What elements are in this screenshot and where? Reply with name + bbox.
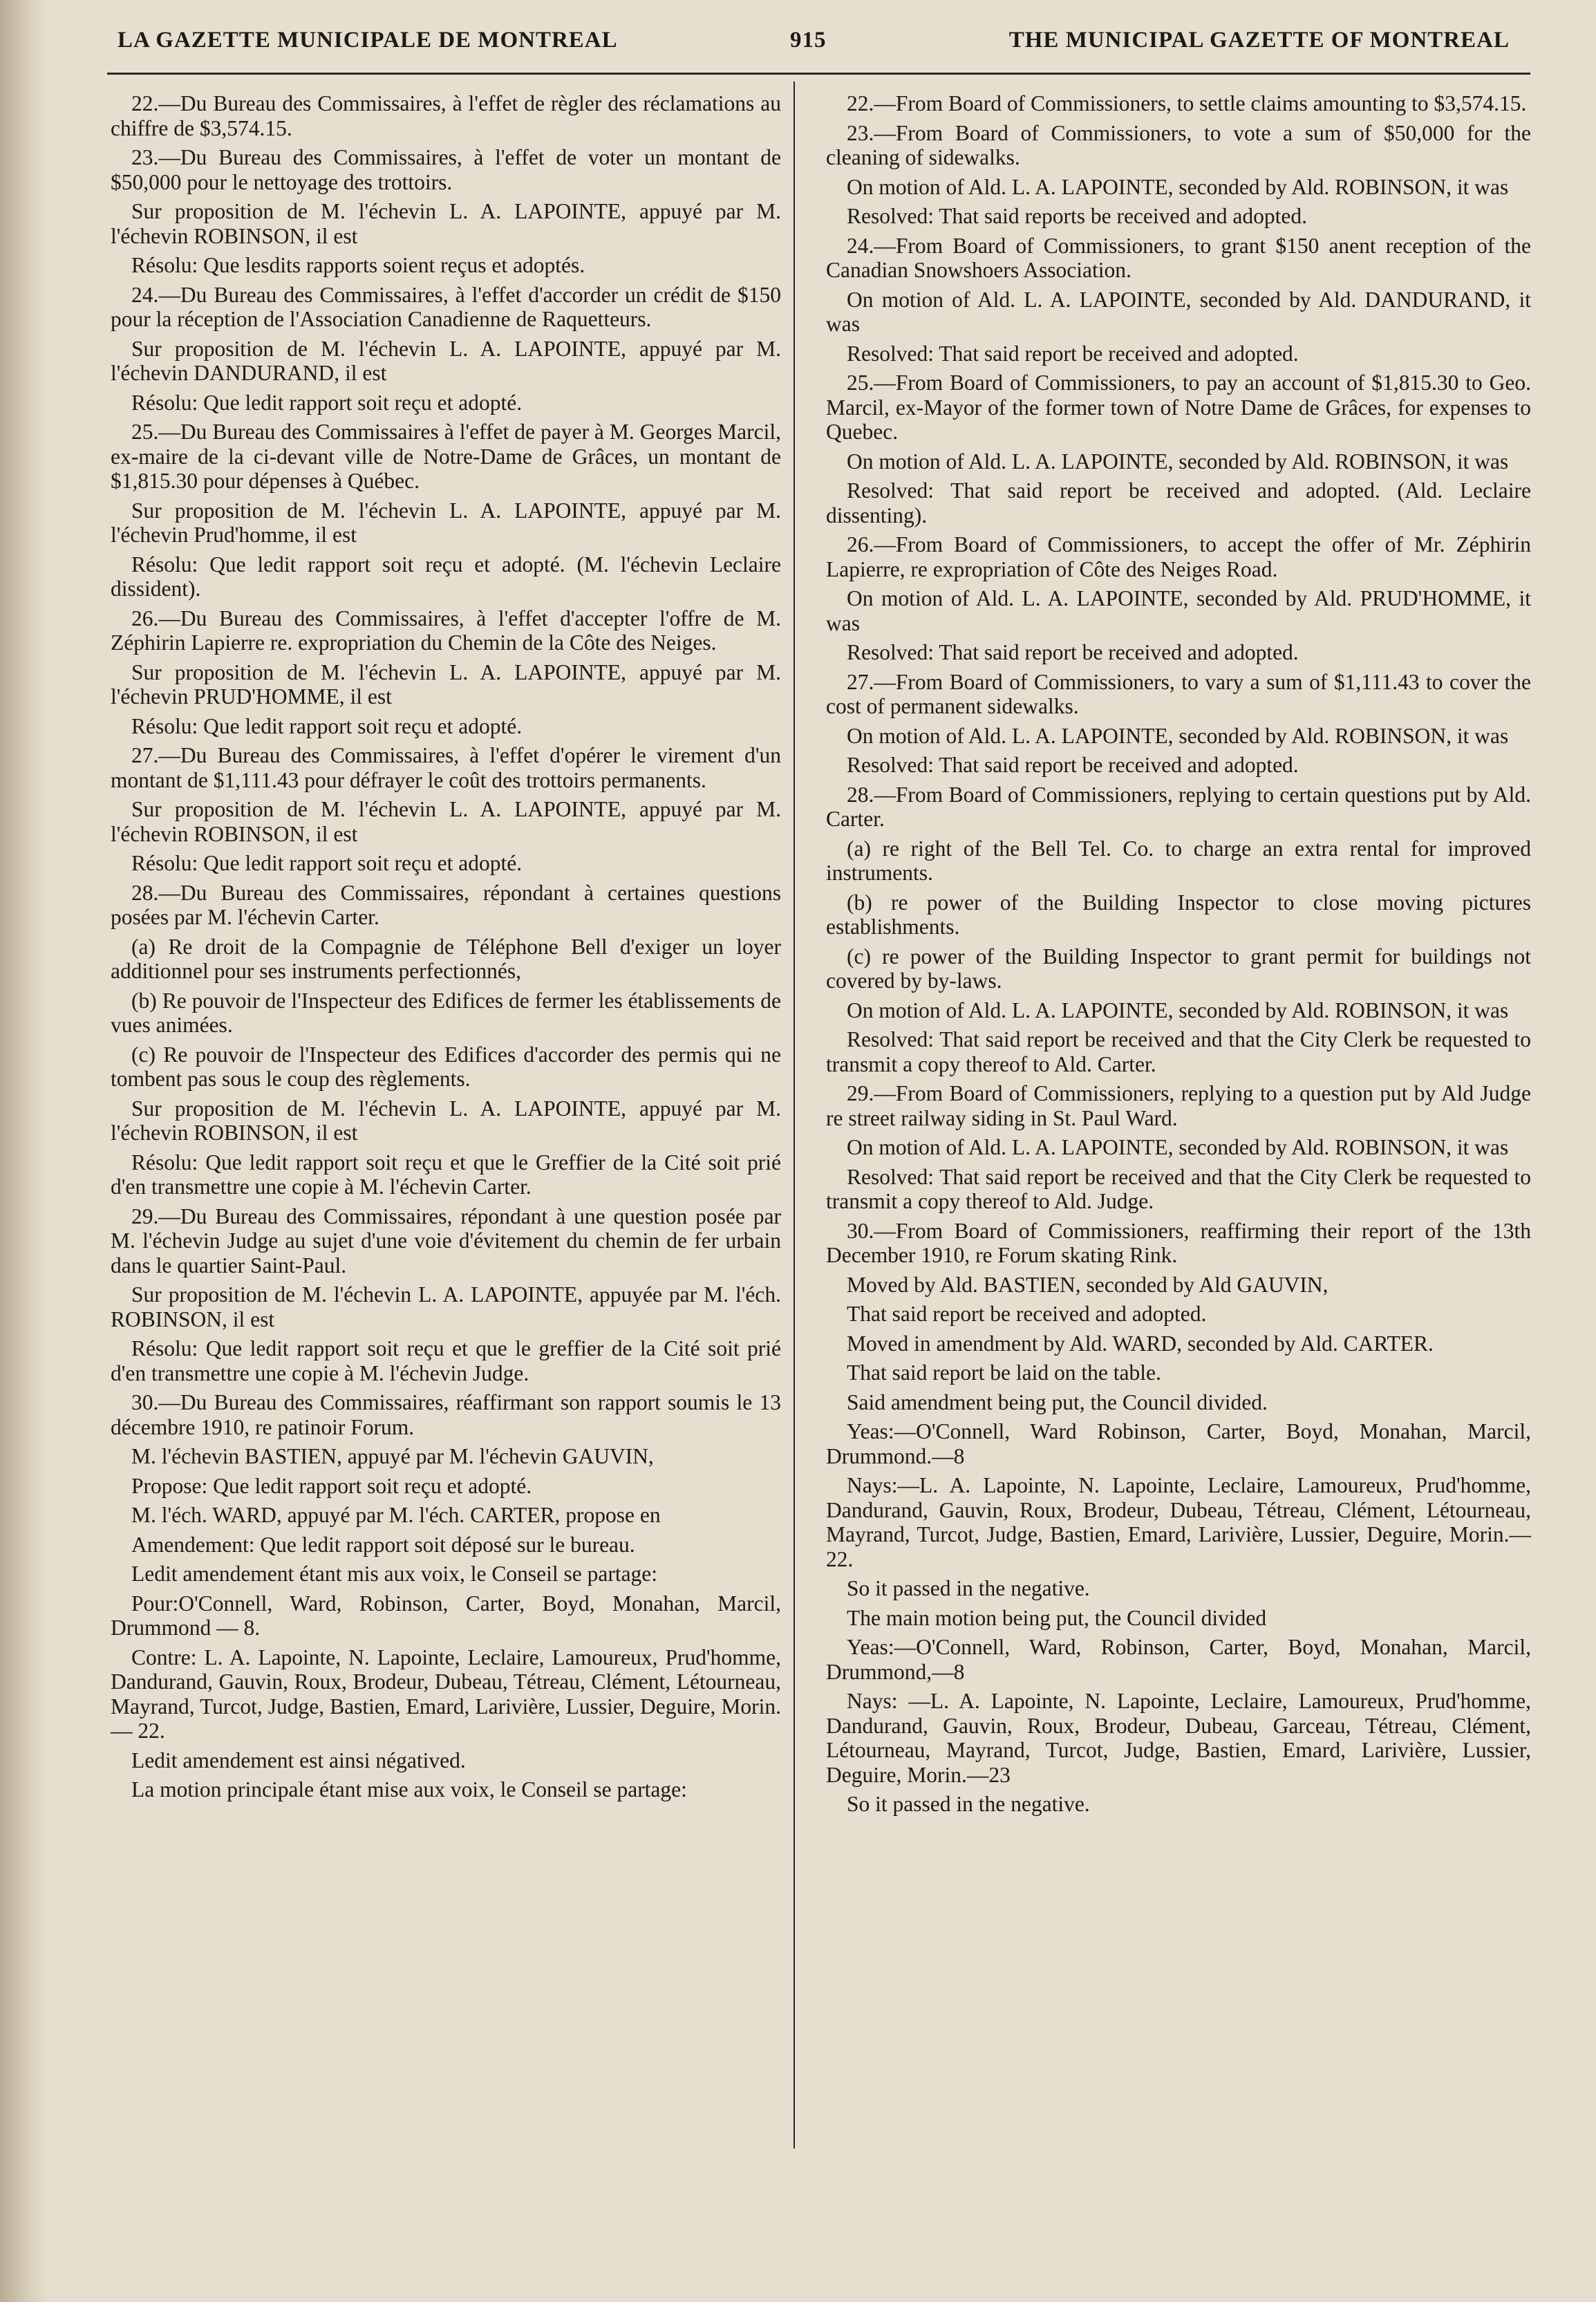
paragraph: On motion of Ald. L. A. LAPOINTE, seconded by Ald. ROBINSON, it was [847,1135,1509,1159]
paragraph: Nays:—L. A. Lapointe, N. Lapointe, Leclaire, Lamoureux, Prud'homme, Dandurand, Gauvin, Roux, Brodeur, Dubeau, Tétreau, Clément, Létourneau, Mayrand, Turcot, Judge, Bastien, Emard, Larivière, Lussier, Deguire, Morin.—22. [826,1473,1531,1571]
paragraph: Résolu: Que lesdits rapports soient reçus et adoptés. [131,253,585,277]
paragraph: (c) Re pouvoir de l'Inspecteur des Edifices d'accorder des permis qui ne tombent pas sous le coup des règlements. [111,1042,781,1091]
paragraph: Résolu: Que ledit rapport soit reçu et adopté. (M. l'échevin Leclaire dissident). [111,552,781,601]
paragraph: Sur proposition de M. l'échevin L. A. LAPOINTE, appuyé par M. l'échevin ROBINSON, il est [111,797,781,846]
paragraph: Résolu: Que ledit rapport soit reçu et adopté. [131,390,523,415]
paragraph: Contre: L. A. Lapointe, N. Lapointe, Leclaire, Lamoureux, Prud'homme, Dandurand, Gauvin, Roux, Brodeur, Dubeau, Tétreau, Clément, Létourneau, Mayrand, Turcot, Judge, Bastien, Emard, Larivière, Lussier, Deguire, Morin. — 22. [111,1645,781,1743]
page-binding-edge [0,0,48,2302]
paragraph: M. l'éch. WARD, appuyé par M. l'éch. CARTER, propose en [131,1503,661,1527]
paragraph: La motion principale étant mise aux voix, le Conseil se partage: [131,1777,687,1802]
paragraph: Said amendment being put, the Council divided. [847,1389,1268,1414]
paragraph: Résolu: Que ledit rapport soit reçu et adopté. [131,851,523,875]
paragraph: Nays: —L. A. Lapointe, N. Lapointe, Leclaire, Lamoureux, Prud'homme, Dandurand, Gauvin, Roux, Brodeur, Dubeau, Garceau, Tétreau, Clément, Létourneau, Mayrand, Turcot, Judge, Bastien, Emard, Larivière, Lussier, Deguire, Morin.—23 [826,1689,1531,1787]
paragraph: 24.—From Board of Commissioners, to grant $150 anent reception of the Canadian Snowshoers Association. [826,233,1531,282]
paragraph: Yeas:—O'Connell, Ward Robinson, Carter, Boyd, Monahan, Marcil, Drummond.—8 [826,1419,1531,1468]
header-rule [107,73,1530,75]
header-english-title: THE MUNICIPAL GAZETTE OF MONTREAL [1008,28,1510,53]
paragraph: 26.—Du Bureau des Commissaires, à l'effet d'accepter l'offre de M. Zéphirin Lapierre re. expropriation du Chemin de la Côte des Neiges. [111,606,781,655]
paragraph: 23.—From Board of Commissioners, to vote a sum of $50,000 for the cleaning of sidewalks. [826,120,1531,169]
paragraph: Resolved: That said report be received and adopted. [847,341,1299,366]
paragraph: 28.—Du Bureau des Commissaires, répondant à certaines questions posées par M. l'échevin Carter. [111,880,781,929]
paragraph: Sur proposition de M. l'échevin L. A. LAPOINTE, appuyé par M. l'échevin ROBINSON, il est [111,1096,781,1145]
paragraph: Resolved: That said report be received and adopted. (Ald. Leclaire dissenting). [826,478,1531,527]
paragraph: Sur proposition de M. l'échevin L. A. LAPOINTE, appuyé par M. l'échevin Prud'homme, il est [111,498,781,547]
paragraph: 25.—From Board of Commissioners, to pay an account of $1,815.30 to Geo. Marcil, ex-Mayor of the former town of Notre Dame de Grâces, for expenses to Quebec. [826,371,1531,444]
header-french-title: LA GAZETTE MUNICIPALE DE MONTREAL [118,28,618,53]
page-header [104,28,1530,69]
paragraph: Yeas:—O'Connell, Ward, Robinson, Carter, Boyd, Monahan, Marcil, Drummond,—8 [826,1635,1531,1684]
paragraph: So it passed in the negative. [847,1792,1090,1816]
paragraph: Amendement: Que ledit rapport soit déposé sur le bureau. [131,1532,635,1557]
paragraph: 29.—Du Bureau des Commissaires, répondant à une question posée par M. l'échevin Judge au sujet d'une voie d'évitement du chemin de fer urbain dans le quartier Saint-Paul. [111,1204,781,1278]
paragraph: 25.—Du Bureau des Commissaires à l'effet de payer à M. Georges Marcil, ex-maire de la ci-devant ville de Notre-Dame de Grâces, un montant de $1,815.30 pour dépenses à Québec. [111,420,781,493]
paragraph: Moved by Ald. BASTIEN, seconded by Ald GAUVIN, [847,1272,1329,1297]
paragraph: On motion of Ald. L. A. LAPOINTE, seconded by Ald. ROBINSON, it was [847,449,1509,474]
paragraph: On motion of Ald. L. A. LAPOINTE, seconded by Ald. DANDURAND, it was [826,287,1531,336]
paragraph: 22.—From Board of Commissioners, to settle claims amounting to $3,574.15. [847,91,1527,115]
paragraph: 24.—Du Bureau des Commissaires, à l'effet d'accorder un crédit de $150 pour la réception de l'Association Canadienne de Raquetteurs. [111,282,781,331]
paragraph: Pour:O'Connell, Ward, Robinson, Carter, Boyd, Monahan, Marcil, Drummond — 8. [111,1591,781,1640]
column-divider [794,82,795,2149]
paragraph: Résolu: Que ledit rapport soit reçu et que le Greffier de la Cité soit prié d'en transmettre une copie à M. l'échevin Carter. [111,1150,781,1199]
paragraph: (b) Re pouvoir de l'Inspecteur des Edifices de fermer les établissements de vues animées. [111,988,781,1037]
paragraph: Résolu: Que ledit rapport soit reçu et que le greffier de la Cité soit prié d'en transmettre une copie à M. l'échevin Judge. [111,1336,781,1385]
paragraph: Sur proposition de M. l'échevin L. A. LAPOINTE, appuyé par M. l'échevin ROBINSON, il est [111,199,781,248]
paragraph: 27.—From Board of Commissioners, to vary a sum of $1,111.43 to cover the cost of permanent sidewalks. [826,669,1531,718]
paragraph: Resolved: That said report be received and adopted. [847,640,1299,664]
paragraph: Ledit amendement est ainsi négatived. [131,1748,466,1772]
paragraph: Moved in amendment by Ald. WARD, seconded by Ald. CARTER. [847,1331,1434,1356]
paragraph: 29.—From Board of Commissioners, replying to a question put by Ald Judge re street railway siding in St. Paul Ward. [826,1081,1531,1130]
paragraph: (b) re power of the Building Inspector to close moving pictures establishments. [826,890,1531,939]
paragraph: Sur proposition de M. l'échevin L. A. LAPOINTE, appuyé par M. l'échevin PRUD'HOMME, il est [111,659,781,709]
paragraph: On motion of Ald. L. A. LAPOINTE, seconded by Ald. ROBINSON, it was [847,174,1509,199]
paragraph: Sur proposition de M. l'échevin L. A. LAPOINTE, appuyée par M. l'éch. ROBINSON, il est [111,1282,781,1331]
paragraph: M. l'échevin BASTIEN, appuyé par M. l'échevin GAUVIN, [131,1444,654,1468]
french-column [111,91,781,1807]
paragraph: (a) re right of the Bell Tel. Co. to charge an extra rental for improved instruments. [826,836,1531,885]
paragraph: On motion of Ald. L. A. LAPOINTE, seconded by Ald. ROBINSON, it was [847,998,1509,1022]
paragraph: So it passed in the negative. [847,1576,1090,1600]
paragraph: Résolu: Que ledit rapport soit reçu et adopté. [131,713,523,738]
paragraph: On motion of Ald. L. A. LAPOINTE, seconded by Ald. PRUD'HOMME, it was [826,586,1531,635]
paragraph: 27.—Du Bureau des Commissaires, à l'effet d'opérer le virement d'un montant de $1,111.43 pour défrayer le coût des trottoirs permanents. [111,743,781,792]
paragraph: Ledit amendement étant mis aux voix, le Conseil se partage: [131,1562,658,1586]
paragraph: Propose: Que ledit rapport soit reçu et adopté. [131,1473,532,1498]
paragraph: Resolved: That said report be received and adopted. [847,753,1299,777]
paragraph: That said report be laid on the table. [847,1360,1161,1385]
paragraph: Resolved: That said report be received and that the City Clerk be requested to transmit a copy thereof to Ald. Judge. [826,1164,1531,1213]
paragraph: That said report be received and adopted. [847,1302,1207,1326]
paragraph: 30.—Du Bureau des Commissaires, réaffirmant son rapport soumis le 13 décembre 1910, re patinoir Forum. [111,1390,781,1439]
paragraph: (c) re power of the Building Inspector to grant permit for buildings not covered by by-laws. [826,944,1531,993]
english-column [826,91,1531,1822]
paragraph: Sur proposition de M. l'échevin L. A. LAPOINTE, appuyé par M. l'échevin DANDURAND, il est [111,336,781,385]
paragraph: The main motion being put, the Council divided [847,1605,1267,1630]
paragraph: 23.—Du Bureau des Commissaires, à l'effet de voter un montant de $50,000 pour le nettoyage des trottoirs. [111,145,781,194]
page-number: 915 [790,28,827,53]
paragraph: (a) Re droit de la Compagnie de Téléphone Bell d'exiger un loyer additionnel pour ses instruments perfectionnés, [111,934,781,983]
paragraph: Resolved: That said reports be received and adopted. [847,204,1307,228]
paragraph: 22.—Du Bureau des Commissaires, à l'effet de règler des réclamations au chiffre de $3,574.15. [111,91,781,140]
paragraph: 30.—From Board of Commissioners, reaffirming their report of the 13th December 1910, re Forum skating Rink. [826,1218,1531,1267]
paragraph: 26.—From Board of Commissioners, to accept the offer of Mr. Zéphirin Lapierre, re expropriation of Côte des Neiges Road. [826,532,1531,581]
paragraph: Resolved: That said report be received and that the City Clerk be requested to transmit a copy thereof to Ald. Carter. [826,1027,1531,1076]
paragraph: On motion of Ald. L. A. LAPOINTE, seconded by Ald. ROBINSON, it was [847,723,1509,748]
paragraph: 28.—From Board of Commissioners, replying to certain questions put by Ald. Carter. [826,782,1531,831]
